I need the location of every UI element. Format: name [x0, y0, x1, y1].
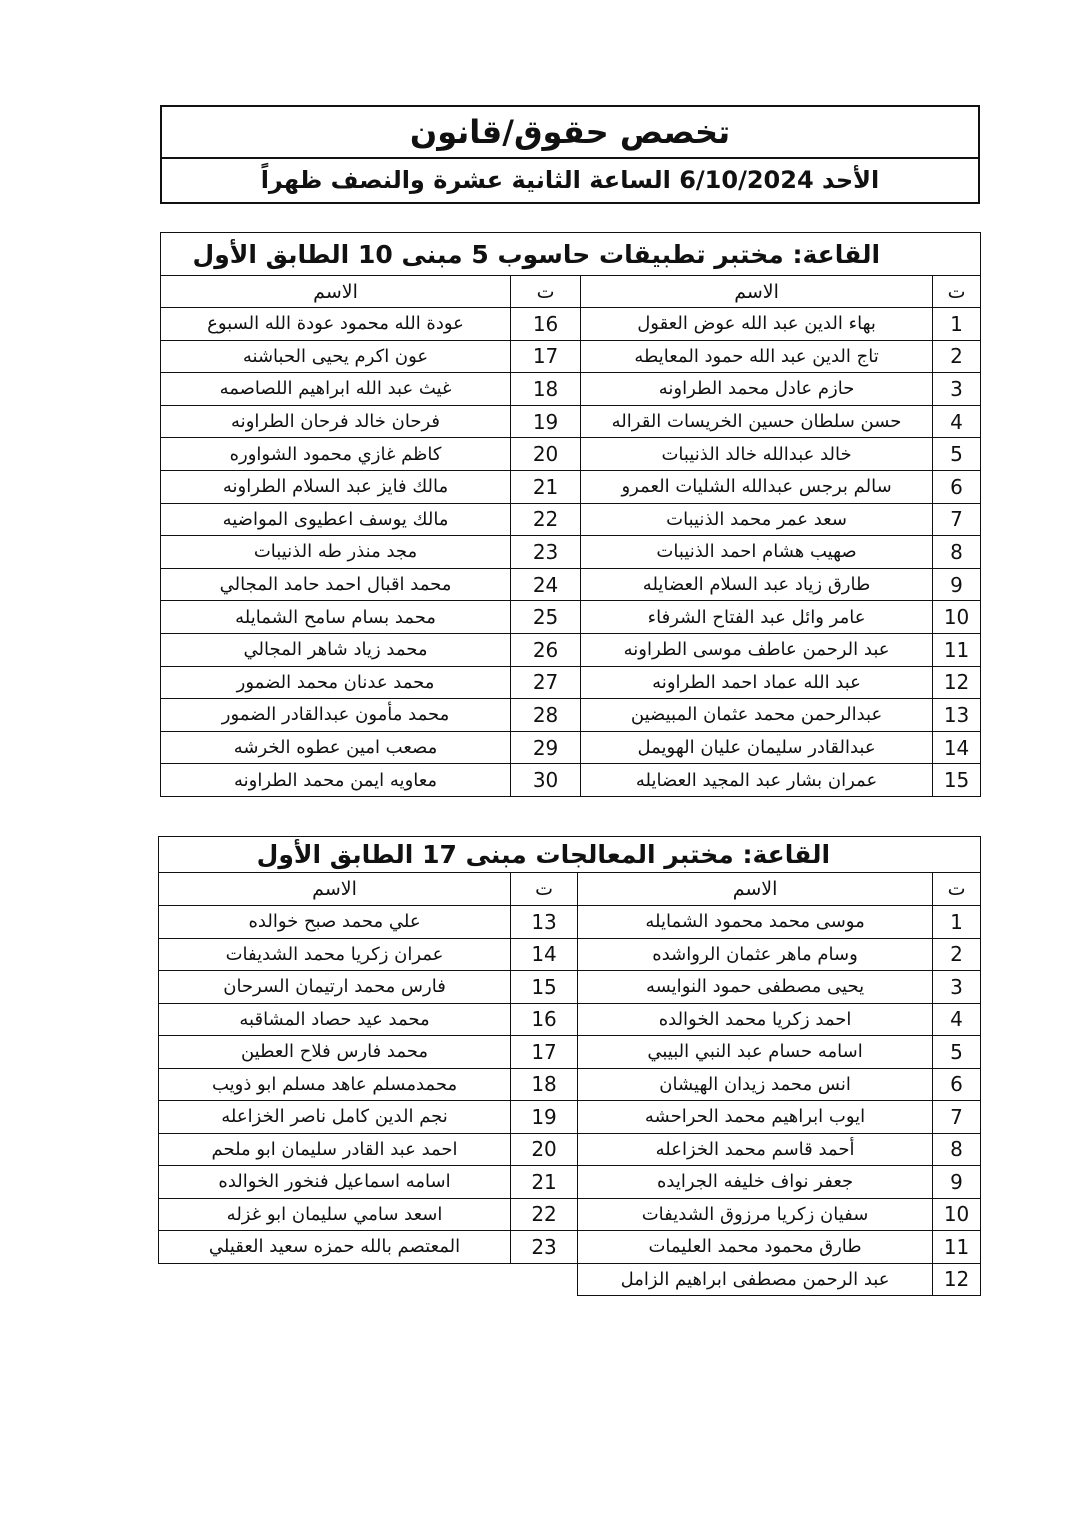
student-number: 21	[511, 470, 581, 503]
student-name: فارس محمد ارتيمان السرحان	[159, 971, 511, 1004]
document-title: تخصص حقوق/قانون	[162, 107, 978, 159]
table-row	[161, 699, 981, 732]
student-name: اسعد سامي سليمان ابو غزله	[159, 1198, 511, 1231]
student-name: مجد منذر طه الذنيبات	[161, 536, 511, 569]
student-number: 16	[511, 1003, 578, 1036]
student-name: احمد زكريا محمد الخوالده	[578, 1003, 933, 1036]
student-number: 23	[511, 536, 581, 569]
student-number: 18	[511, 373, 581, 406]
table-row	[161, 470, 981, 503]
student-number: 10	[933, 601, 981, 634]
table-row	[161, 601, 981, 634]
student-name: محمدمسلم عاهد مسلم ابو ذويب	[159, 1068, 511, 1101]
student-name: صهيب هشام احمد الذنيبات	[581, 536, 933, 569]
student-name: عامر وائل عبد الفتاح الشرفاء	[581, 601, 933, 634]
empty-cell	[511, 1263, 578, 1296]
student-number: 27	[511, 666, 581, 699]
student-number: 6	[933, 470, 981, 503]
table-row	[161, 503, 981, 536]
table-row	[161, 666, 981, 699]
student-number: 2	[933, 340, 981, 373]
student-number: 12	[933, 666, 981, 699]
student-number: 23	[511, 1231, 578, 1264]
table-row	[159, 1231, 981, 1264]
student-number: 7	[933, 1101, 981, 1134]
name-header: الاسم	[578, 873, 933, 906]
student-number: 8	[933, 1133, 981, 1166]
student-number: 11	[933, 1231, 981, 1264]
student-number: 15	[933, 764, 981, 797]
student-name: اسامه حسام عبد النبي البيبي	[578, 1036, 933, 1069]
table-row	[159, 1166, 981, 1199]
student-name: تاج الدين عبد الله حمود المعايطه	[581, 340, 933, 373]
student-name: عمران زكريا محمد الشديفات	[159, 938, 511, 971]
student-name: اسامه اسماعيل فنخور الخوالده	[159, 1166, 511, 1199]
student-name: محمد فارس فلاح العطين	[159, 1036, 511, 1069]
student-name: خالد عبدالله خالد الذنيبات	[581, 438, 933, 471]
student-number: 26	[511, 633, 581, 666]
student-number: 16	[511, 308, 581, 341]
student-name: عبد الله عماد احمد الطراونه	[581, 666, 933, 699]
student-name: عون اكرم يحيى الحباشنه	[161, 340, 511, 373]
table-row	[159, 938, 981, 971]
student-name: حسن سلطان حسين الخريسات القراله	[581, 405, 933, 438]
student-number: 9	[933, 568, 981, 601]
student-name: محمد زياد شاهر المجالي	[161, 633, 511, 666]
student-name: ايوب ابراهيم محمد الحراحشه	[578, 1101, 933, 1134]
student-name: المعتصم بالله حمزه سعيد العقيلي	[159, 1231, 511, 1264]
student-number: 9	[933, 1166, 981, 1199]
student-number: 28	[511, 699, 581, 732]
student-name: كاظم غازي محمود الشواوره	[161, 438, 511, 471]
room-title: القاعة: مختبر تطبيقات حاسوب 5 مبنى 10 الطابق الأول	[161, 233, 981, 276]
student-number: 1	[933, 308, 981, 341]
student-name: محمد بسام سامح الشمايله	[161, 601, 511, 634]
student-number: 11	[933, 633, 981, 666]
table-row	[161, 764, 981, 797]
student-number: 15	[511, 971, 578, 1004]
student-number: 6	[933, 1068, 981, 1101]
number-header: ت	[511, 276, 581, 308]
table-row	[161, 308, 981, 341]
student-number: 19	[511, 405, 581, 438]
student-name: وسام ماهر عثمان الرواشده	[578, 938, 933, 971]
table-row	[161, 405, 981, 438]
student-name: سفيان زكريا مرزوق الشديفات	[578, 1198, 933, 1231]
student-name: مصعب امين عطوه الخرشه	[161, 731, 511, 764]
student-number: 14	[511, 938, 578, 971]
student-name: محمد مأمون عبدالقادر الضمور	[161, 699, 511, 732]
empty-cell	[159, 1263, 511, 1296]
number-header: ت	[511, 873, 578, 906]
student-name: عبد الرحمن عاطف موسى الطراونه	[581, 633, 933, 666]
student-number: 30	[511, 764, 581, 797]
student-name: نجم الدين كامل ناصر الخزاعله	[159, 1101, 511, 1134]
student-name: عبدالرحمن محمد عثمان المبيضين	[581, 699, 933, 732]
table-row	[161, 340, 981, 373]
student-name: محمد عدنان محمد الضمور	[161, 666, 511, 699]
table-row	[159, 971, 981, 1004]
student-name: بهاء الدين عبد الله عوض العقول	[581, 308, 933, 341]
student-number: 3	[933, 373, 981, 406]
student-number: 25	[511, 601, 581, 634]
room-table-1	[160, 232, 981, 797]
student-number: 19	[511, 1101, 578, 1134]
student-name: حازم عادل محمد الطراونه	[581, 373, 933, 406]
table-row	[159, 1003, 981, 1036]
table-row	[161, 633, 981, 666]
student-name: عمران بشار عبد المجيد العضايله	[581, 764, 933, 797]
student-name: احمد عبد القادر سليمان ابو ملحم	[159, 1133, 511, 1166]
table-row	[161, 536, 981, 569]
student-number: 3	[933, 971, 981, 1004]
student-number: 4	[933, 405, 981, 438]
table-row	[159, 1133, 981, 1166]
student-name: عودة الله محمود عودة الله السبوع	[161, 308, 511, 341]
table-row	[159, 1101, 981, 1134]
student-number: 22	[511, 503, 581, 536]
student-name: محمد اقبال احمد حامد المجالي	[161, 568, 511, 601]
student-name: علي محمد صبح خوالده	[159, 906, 511, 939]
table-row	[159, 1263, 981, 1296]
student-name: جعفر نواف خليفه الجرايده	[578, 1166, 933, 1199]
student-name: معاويه ايمن محمد الطراونه	[161, 764, 511, 797]
student-name: انس محمد زيدان الهيشان	[578, 1068, 933, 1101]
student-number: 8	[933, 536, 981, 569]
table-row	[159, 1036, 981, 1069]
number-header: ت	[933, 276, 981, 308]
student-name: طارق زياد عبد السلام العضايله	[581, 568, 933, 601]
student-number: 29	[511, 731, 581, 764]
student-number: 13	[511, 906, 578, 939]
student-number: 5	[933, 438, 981, 471]
table-row	[161, 731, 981, 764]
student-number: 20	[511, 438, 581, 471]
student-name: موسى محمد محمود الشمايله	[578, 906, 933, 939]
room-title: القاعة: مختبر المعالجات مبنى 17 الطابق الأول	[159, 837, 981, 873]
student-number: 7	[933, 503, 981, 536]
student-number: 20	[511, 1133, 578, 1166]
student-name: سعد عمر محمد الذنيبات	[581, 503, 933, 536]
student-number: 4	[933, 1003, 981, 1036]
student-number: 14	[933, 731, 981, 764]
student-number: 12	[933, 1263, 981, 1296]
student-name: يحيى مصطفى حمود النوايسه	[578, 971, 933, 1004]
table-row	[161, 568, 981, 601]
student-number: 10	[933, 1198, 981, 1231]
table-row	[159, 906, 981, 939]
student-number: 24	[511, 568, 581, 601]
student-number: 22	[511, 1198, 578, 1231]
document-header	[160, 105, 980, 204]
student-name: مالك يوسف اعطيوى المواضيه	[161, 503, 511, 536]
student-name: طارق محمود محمد العليمات	[578, 1231, 933, 1264]
table-row	[159, 1068, 981, 1101]
name-header: الاسم	[161, 276, 511, 308]
name-header: الاسم	[581, 276, 933, 308]
name-header: الاسم	[159, 873, 511, 906]
student-name: فرحان خالد فرحان الطراونه	[161, 405, 511, 438]
student-name: أحمد قاسم محمد الخزاعله	[578, 1133, 933, 1166]
exam-date-time: الأحد 6/10/2024 الساعة الثانية عشرة والنصف ظهراً	[260, 166, 880, 194]
table-row	[161, 438, 981, 471]
table-row	[159, 1198, 981, 1231]
student-number: 21	[511, 1166, 578, 1199]
student-number: 2	[933, 938, 981, 971]
student-number: 18	[511, 1068, 578, 1101]
student-name: عبد الرحمن مصطفى ابراهيم الزامل	[578, 1263, 933, 1296]
student-name: محمد عيد حصاد المشاقبه	[159, 1003, 511, 1036]
student-name: سالم برجس عبدالله الشليات العمرو	[581, 470, 933, 503]
student-number: 1	[933, 906, 981, 939]
room-table-2	[158, 836, 981, 1296]
student-number: 13	[933, 699, 981, 732]
student-name: مالك فايز عبد السلام الطراونه	[161, 470, 511, 503]
student-number: 17	[511, 340, 581, 373]
student-name: عبدالقادر سليمان عليان الهويمل	[581, 731, 933, 764]
table-row	[161, 373, 981, 406]
student-number: 5	[933, 1036, 981, 1069]
student-name: غيث عبد الله ابراهيم اللصاصمه	[161, 373, 511, 406]
number-header: ت	[933, 873, 981, 906]
student-number: 17	[511, 1036, 578, 1069]
